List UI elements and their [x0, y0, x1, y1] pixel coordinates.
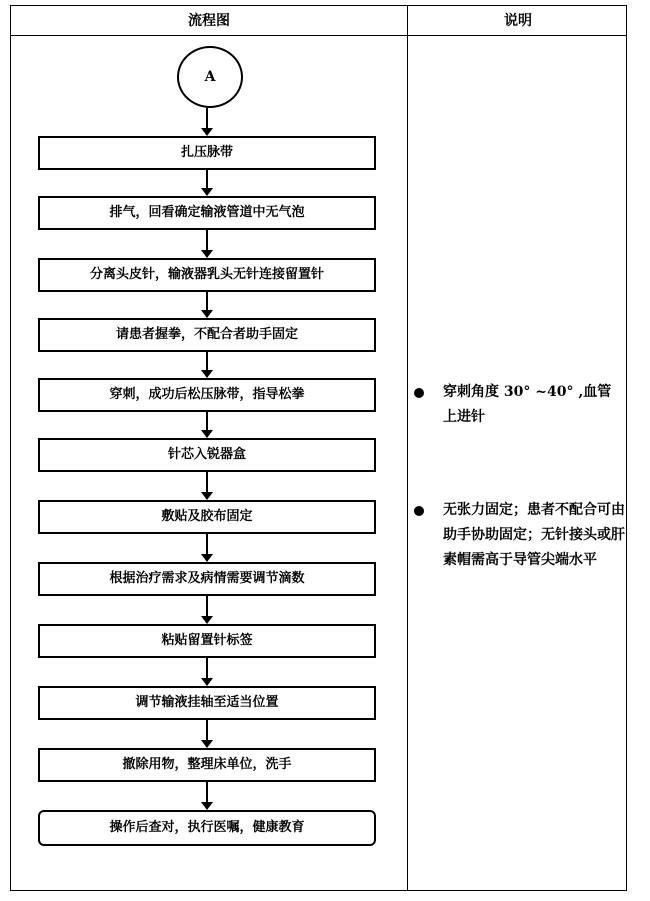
- arrow-down-icon: [201, 740, 213, 748]
- arrow-down-icon: [201, 802, 213, 810]
- connector-line: [206, 534, 208, 556]
- arrow-down-icon: [201, 678, 213, 686]
- note-puncture-angle: 穿刺角度 30° ~40° ,血管上进针: [443, 384, 612, 425]
- connector-line: [206, 472, 208, 494]
- table-header: [11, 6, 626, 36]
- flow-step-5: 穿刺，成功后松压脉带，指导松拳: [38, 378, 376, 412]
- start-connector-circle: A: [177, 46, 243, 108]
- arrow-down-icon: [201, 430, 213, 438]
- connector-line: [206, 658, 208, 680]
- connector-line: [206, 352, 208, 372]
- column-divider: [407, 6, 408, 890]
- arrow-down-icon: [201, 554, 213, 562]
- flow-step-6: 针芯入锐器盒: [38, 438, 376, 472]
- notes-column-title: 说明: [504, 13, 532, 29]
- arrow-down-icon: [201, 250, 213, 258]
- arrow-down-icon: [201, 492, 213, 500]
- flowchart-column-title: 流程图: [188, 13, 230, 29]
- flow-step-4: 请患者握拳，不配合者助手固定: [38, 318, 376, 352]
- flow-step-2: 排气，回看确定输液管道中无气泡: [38, 196, 376, 230]
- flow-step-12-end: 操作后查对，执行医嘱，健康教育: [38, 810, 376, 846]
- flow-step-9: 粘贴留置针标签: [38, 624, 376, 658]
- flow-step-11: 撤除用物，整理床单位，洗手: [38, 748, 376, 782]
- flow-step-8: 根据治疗需求及病情需要调节滴数: [38, 562, 376, 596]
- connector-line: [206, 292, 208, 312]
- connector-line: [206, 230, 208, 252]
- connector-line: [206, 596, 208, 618]
- connector-line: [206, 720, 208, 742]
- flow-step-3: 分离头皮针，输液器乳头无针连接留置针: [38, 258, 376, 292]
- arrow-down-icon: [201, 370, 213, 378]
- arrow-down-icon: [201, 310, 213, 318]
- flowchart-table: [10, 5, 627, 891]
- connector-line: [206, 412, 208, 432]
- arrow-down-icon: [201, 188, 213, 196]
- bullet-icon: [414, 388, 424, 398]
- bullet-icon: [414, 506, 424, 516]
- flow-step-7: 敷贴及胶布固定: [38, 500, 376, 534]
- flow-step-10: 调节输液挂轴至适当位置: [38, 686, 376, 720]
- connector-line: [206, 782, 208, 804]
- connector-line: [206, 108, 208, 130]
- arrow-down-icon: [201, 616, 213, 624]
- arrow-down-icon: [201, 128, 213, 136]
- flow-step-1: 扎压脉带: [38, 136, 376, 170]
- note-fixation: 无张力固定；患者不配合可由助手协助固定；无针接头或肝素帽需高于导管尖端水平: [443, 502, 625, 568]
- connector-line: [206, 170, 208, 190]
